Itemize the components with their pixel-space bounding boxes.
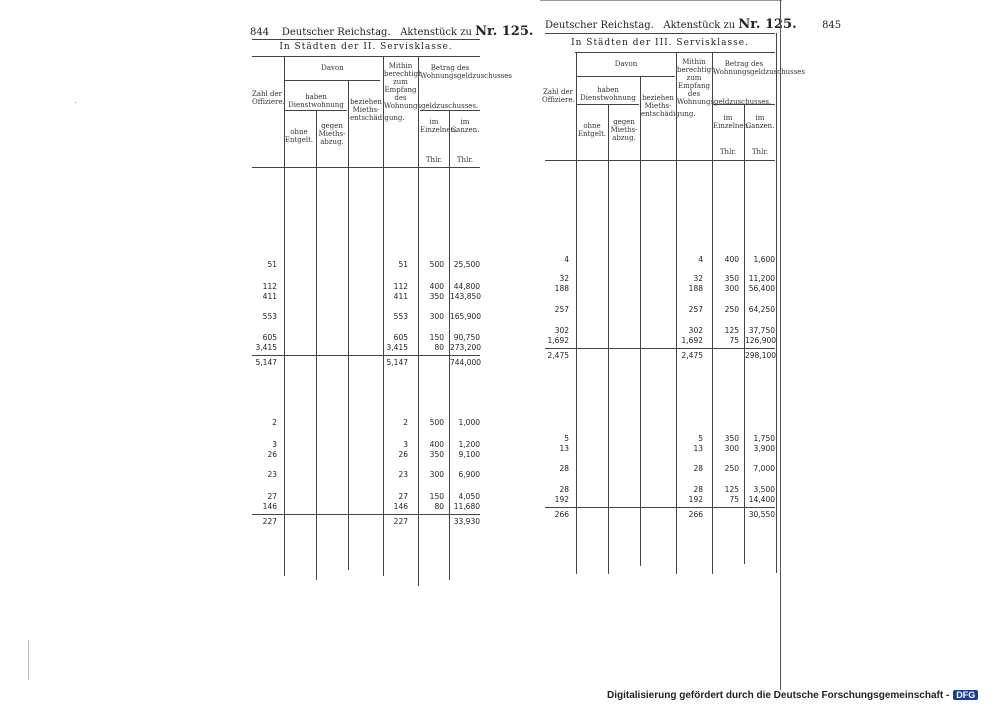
right-g2-r2-einzeln: 300 — [724, 444, 739, 453]
left-g2-r5-ganzen: 4,050 — [458, 492, 480, 501]
left-rule-under-title — [252, 56, 480, 57]
right-g2-r2-mithin: 13 — [693, 444, 703, 453]
left-g2-total-count: 227 — [262, 517, 277, 526]
left-g1-total-mithin: 5,147 — [386, 358, 408, 367]
left-g2-r2-mithin: 3 — [403, 440, 408, 449]
left-g2-r4-count: 23 — [267, 470, 277, 479]
right-rule-davon — [577, 76, 675, 77]
right-document-number: Nr. 125. — [738, 17, 797, 32]
left-col-sep-1 — [284, 56, 285, 576]
left-g1-r1-mithin: 51 — [398, 260, 408, 269]
left-g1-r3-ganzen: 143,850 — [450, 292, 482, 301]
left-g2-r1-einzeln: 500 — [429, 418, 444, 427]
footer-text: Digitalisierung gefördert durch die Deutsche Forschungsgemeinschaft - — [607, 690, 950, 701]
scan-speck — [28, 640, 29, 680]
left-g1-r2-ganzen: 44,800 — [453, 282, 480, 291]
left-rule-davon — [285, 80, 380, 81]
right-g2-r3-einzeln: 250 — [724, 464, 739, 473]
left-g1-r5-mithin: 605 — [393, 333, 408, 342]
footer — [607, 690, 978, 701]
left-hdr-einzelnen: im Einzelnen. — [420, 118, 458, 134]
right-hdr-count: Zahl der Offiziere. — [542, 88, 575, 104]
right-hdr-ganzen: im Ganzen. — [745, 114, 775, 130]
right-page-number: 845 — [822, 20, 842, 31]
right-g1-total-rule — [545, 348, 775, 349]
right-g2-r4-ganzen: 3,500 — [753, 485, 775, 494]
right-g1-r6-ganzen: 126,900 — [745, 336, 777, 345]
left-g1-r4-mithin: 553 — [393, 312, 408, 321]
left-g2-r3-einzeln: 350 — [429, 450, 444, 459]
right-col-sep-7 — [776, 33, 777, 573]
left-g2-r5-count: 27 — [267, 492, 277, 501]
left-g1-r5-einzeln: 150 — [429, 333, 444, 342]
left-g1-r3-count: 411 — [262, 292, 277, 301]
left-rule-header-bottom — [252, 167, 480, 168]
right-g2-r1-ganzen: 1,750 — [753, 434, 775, 443]
right-page — [540, 0, 842, 690]
right-col-sep-1 — [576, 52, 577, 574]
right-g1-r1-mithin: 4 — [698, 255, 703, 264]
right-g2-r3-mithin: 28 — [693, 464, 703, 473]
left-page-number: 844 — [250, 27, 270, 38]
left-g1-r6-einzeln: 80 — [434, 343, 444, 352]
left-g2-r6-count: 146 — [262, 502, 277, 511]
left-g1-r2-mithin: 112 — [393, 282, 408, 291]
left-hdr-dienstwohnung: haben Dienstwohnung — [288, 93, 344, 109]
right-hdr-unit1: Thlr. — [719, 148, 737, 156]
right-running-head — [545, 17, 841, 32]
left-running-head — [250, 24, 533, 39]
left-g1-r3-einzeln: 350 — [429, 292, 444, 301]
right-hdr-unit2: Thlr. — [751, 148, 769, 156]
right-document-ref: Aktenstück zu — [663, 20, 736, 31]
right-hdr-miethsabzug: gegen Mieths-abzug. — [610, 118, 638, 142]
left-g1-r1-count: 51 — [267, 260, 277, 269]
right-g2-r3-ganzen: 7,000 — [753, 464, 775, 473]
left-g1-total-ganzen: 744,000 — [450, 358, 482, 367]
right-g1-r6-count: 1,692 — [547, 336, 569, 345]
left-g2-r6-einzeln: 80 — [434, 502, 444, 511]
right-hdr-ohne-entgelt: ohne Entgelt. — [577, 122, 607, 138]
right-g1-r2-count: 32 — [559, 274, 569, 283]
left-document-number: Nr. 125. — [475, 24, 534, 39]
left-col-sep-5 — [418, 56, 419, 586]
right-g1-r2-ganzen: 11,200 — [748, 274, 775, 283]
dfg-logo: DFG — [953, 690, 978, 700]
right-g2-r1-count: 5 — [564, 434, 569, 443]
left-g1-r5-count: 605 — [262, 333, 277, 342]
right-g2-r4-count: 28 — [559, 485, 569, 494]
right-g2-r1-einzeln: 350 — [724, 434, 739, 443]
right-g2-r2-count: 13 — [559, 444, 569, 453]
right-g1-r1-einzeln: 400 — [724, 255, 739, 264]
right-hdr-einzelnen: im Einzelnen. — [713, 114, 751, 130]
right-g1-r2-mithin: 32 — [693, 274, 703, 283]
right-g1-r1-ganzen: 1,600 — [753, 255, 775, 264]
left-hdr-count: Zahl der Offiziere. — [252, 90, 285, 106]
left-g2-r2-einzeln: 400 — [429, 440, 444, 449]
right-hdr-mithin: Mithin berechtigt zum Empfang des Wohnungsgeldzuschusses. — [677, 58, 772, 106]
right-g2-total-count: 266 — [554, 510, 569, 519]
left-g2-r6-mithin: 146 — [393, 502, 408, 511]
left-hdr-mithin: Mithin berechtigt zum Empfang des Wohnungsgeldzuschusses. — [384, 62, 479, 110]
left-g2-r1-ganzen: 1,000 — [458, 418, 480, 427]
right-g1-r3-einzeln: 300 — [724, 284, 739, 293]
right-g1-r2-einzeln: 350 — [724, 274, 739, 283]
right-page-edge — [780, 0, 781, 690]
left-g2-r3-count: 26 — [267, 450, 277, 459]
left-g1-r4-einzeln: 300 — [429, 312, 444, 321]
left-hdr-davon: Davon — [321, 64, 344, 72]
right-g2-r3-count: 28 — [559, 464, 569, 473]
right-g1-r5-ganzen: 37,750 — [748, 326, 775, 335]
right-g2-r5-einzeln: 75 — [729, 495, 739, 504]
left-g2-r5-einzeln: 150 — [429, 492, 444, 501]
right-g2-r4-mithin: 28 — [693, 485, 703, 494]
left-g1-r5-ganzen: 90,750 — [453, 333, 480, 342]
left-document-ref: Aktenstück zu — [400, 27, 472, 38]
left-hdr-unit2: Thlr. — [456, 156, 474, 164]
right-g2-r5-count: 192 — [554, 495, 569, 504]
left-g2-total-ganzen: 33,930 — [453, 517, 480, 526]
left-g1-r4-ganzen: 165,900 — [450, 312, 482, 321]
right-g1-r3-ganzen: 56,400 — [748, 284, 775, 293]
left-col-sep-2 — [316, 110, 317, 580]
right-g2-r1-mithin: 5 — [698, 434, 703, 443]
right-rule-header-bottom — [545, 160, 775, 161]
scan-speck — [75, 102, 76, 103]
left-g2-r6-ganzen: 11,680 — [453, 502, 480, 511]
left-g1-total-rule — [252, 355, 480, 356]
left-hdr-ganzen: im Ganzen. — [450, 118, 480, 134]
right-g2-r5-mithin: 192 — [688, 495, 703, 504]
right-section-title: In Städten der III. Servisklasse. — [571, 38, 749, 48]
right-running-head-text: Deutscher Reichstag. — [545, 20, 654, 31]
right-g1-r4-count: 257 — [554, 305, 569, 314]
right-g1-total-count: 2,475 — [547, 351, 569, 360]
left-g1-r1-einzeln: 500 — [429, 260, 444, 269]
left-g2-r1-mithin: 2 — [403, 418, 408, 427]
right-g2-r2-ganzen: 3,900 — [753, 444, 775, 453]
right-rule-top — [545, 33, 775, 34]
left-g1-r6-count: 3,415 — [255, 343, 277, 352]
left-g2-r4-einzeln: 300 — [429, 470, 444, 479]
left-g2-r1-count: 2 — [272, 418, 277, 427]
left-rule-betrag — [420, 110, 480, 111]
left-hdr-ohne-entgelt: ohne Entgelt. — [284, 128, 314, 144]
left-g2-r3-ganzen: 9,100 — [458, 450, 480, 459]
right-g1-r3-count: 188 — [554, 284, 569, 293]
right-rule-under-title — [575, 52, 775, 53]
right-hdr-mieths-entschaedigung: beziehen Mieths-entschädigung. — [641, 94, 696, 118]
right-g1-r6-einzeln: 75 — [729, 336, 739, 345]
left-g2-r4-mithin: 23 — [398, 470, 408, 479]
right-g1-r5-einzeln: 125 — [724, 326, 739, 335]
right-col-sep-3 — [640, 76, 641, 566]
right-hdr-betrag: Betrag des Wohnungsgeldzuschusses — [713, 60, 806, 76]
right-g2-total-ganzen: 30,550 — [748, 510, 775, 519]
left-hdr-miethsabzug: gegen Mieths-abzug. — [318, 122, 346, 146]
left-col-sep-3 — [348, 80, 349, 570]
right-g1-r4-einzeln: 250 — [724, 305, 739, 314]
right-g2-total-rule — [545, 507, 775, 508]
left-g1-r2-count: 112 — [262, 282, 277, 291]
left-g2-r3-mithin: 26 — [398, 450, 408, 459]
right-g1-r4-mithin: 257 — [688, 305, 703, 314]
right-g1-r6-mithin: 1,692 — [681, 336, 703, 345]
right-hdr-dienstwohnung: haben Dienstwohnung — [580, 86, 636, 102]
left-g1-r6-mithin: 3,415 — [386, 343, 408, 352]
left-g2-r4-ganzen: 6,900 — [458, 470, 480, 479]
right-g1-r1-count: 4 — [564, 255, 569, 264]
left-g1-r1-ganzen: 25,500 — [453, 260, 480, 269]
right-g2-total-mithin: 266 — [688, 510, 703, 519]
left-g1-r3-mithin: 411 — [393, 292, 408, 301]
left-hdr-mieths-entschaedigung: beziehen Mieths-entschädigung. — [350, 98, 405, 122]
right-g1-total-ganzen: 298,100 — [745, 351, 777, 360]
left-g1-r4-count: 553 — [262, 312, 277, 321]
left-g2-r5-mithin: 27 — [398, 492, 408, 501]
left-hdr-unit1: Thlr. — [425, 156, 443, 164]
left-g1-r6-ganzen: 273,200 — [450, 343, 482, 352]
right-hdr-davon: Davon — [614, 60, 638, 68]
right-g1-r4-ganzen: 64,250 — [748, 305, 775, 314]
left-hdr-betrag: Betrag des Wohnungsgeldzuschusses — [420, 64, 513, 80]
right-col-sep-2 — [608, 104, 609, 574]
left-section-title: In Städten der II. Servisklasse. — [279, 42, 453, 52]
left-g2-r2-ganzen: 1,200 — [458, 440, 480, 449]
right-g2-r5-ganzen: 14,400 — [748, 495, 775, 504]
right-g1-r5-count: 302 — [554, 326, 569, 335]
left-g1-r2-einzeln: 400 — [429, 282, 444, 291]
left-g1-total-count: 5,147 — [255, 358, 277, 367]
left-rule-top — [252, 39, 480, 40]
left-g2-total-mithin: 227 — [393, 517, 408, 526]
left-running-head-text: Deutscher Reichstag. — [281, 27, 391, 38]
right-g1-total-mithin: 2,475 — [681, 351, 703, 360]
right-g1-r5-mithin: 302 — [688, 326, 703, 335]
left-g2-total-rule — [252, 514, 480, 515]
left-g2-r2-count: 3 — [272, 440, 277, 449]
right-g2-r4-einzeln: 125 — [724, 485, 739, 494]
right-g1-r3-mithin: 188 — [688, 284, 703, 293]
